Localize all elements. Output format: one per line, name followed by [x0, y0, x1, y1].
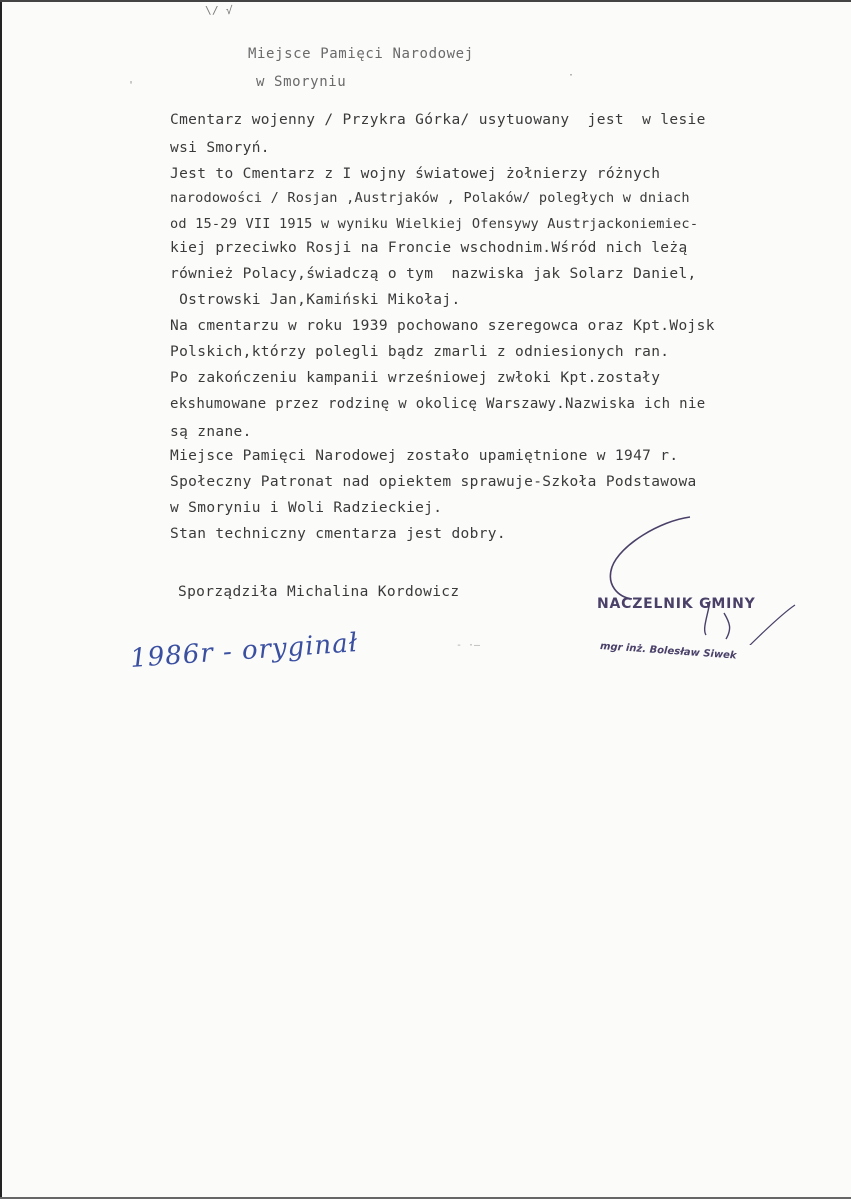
corner-mark: \/ √	[205, 4, 233, 17]
header-line-2: w Smoryniu	[256, 74, 347, 90]
header-line-1: Miejsce Pamięci Narodowej	[248, 46, 474, 62]
body-line: narodowości / Rosjan ,Austrjaków , Polaków/ poległych w dniach	[170, 190, 690, 206]
prepared-by: Sporządziła Michalina Kordowicz	[178, 584, 460, 600]
body-line: są znane.	[170, 424, 252, 440]
body-line: Miejsce Pamięci Narodowej zostało upamiętnione w 1947 r.	[170, 448, 679, 464]
body-line: wsi Smoryń.	[170, 140, 270, 156]
body-line: Stan techniczny cmentarza jest dobry.	[170, 526, 506, 542]
body-line: kiej przeciwko Rosji na Froncie wschodnim.Wśród nich leżą	[170, 240, 688, 256]
body-line: Cmentarz wojenny / Przykra Górka/ usytuowany jest w lesie	[170, 112, 706, 128]
body-line: Ostrowski Jan,Kamiński Mikołaj.	[170, 292, 461, 308]
handwritten-note: 1986r - oryginał	[129, 628, 360, 674]
body-line: Jest to Cmentarz z I wojny światowej żołnierzy różnych	[170, 166, 661, 182]
body-line: w Smoryniu i Woli Radzieckiej.	[170, 500, 443, 516]
stamp-name: mgr inż. Bolesław Siwek	[599, 641, 737, 662]
body-line: Polskich,którzy polegli bądz zmarli z odniesionych ran.	[170, 344, 670, 360]
body-line: również Polacy,świadczą o tym nazwiska jak Solarz Daniel,	[170, 266, 697, 282]
scan-border-top	[0, 0, 851, 2]
body-line: Społeczny Patronat nad opiektem sprawuje-Szkoła Podstawowa	[170, 474, 697, 490]
scan-border-left	[0, 0, 2, 1199]
stamp-title: NACZELNIK GMINY	[597, 596, 756, 612]
speck: ·	[568, 70, 575, 81]
body-line: od 15-29 VII 1915 w wyniku Wielkiej Ofensywy Austrjackoniemiec-	[170, 216, 699, 232]
signature-mark	[590, 505, 800, 645]
speck: - ·—	[456, 640, 481, 651]
speck: '	[128, 80, 135, 91]
body-line: Na cmentarzu w roku 1939 pochowano szeregowca oraz Kpt.Wojsk	[170, 318, 715, 334]
body-line: ekshumowane przez rodzinę w okolicę Warszawy.Nazwiska ich nie	[170, 396, 706, 412]
body-line: Po zakończeniu kampanii wrześniowej zwłoki Kpt.zostały	[170, 370, 661, 386]
